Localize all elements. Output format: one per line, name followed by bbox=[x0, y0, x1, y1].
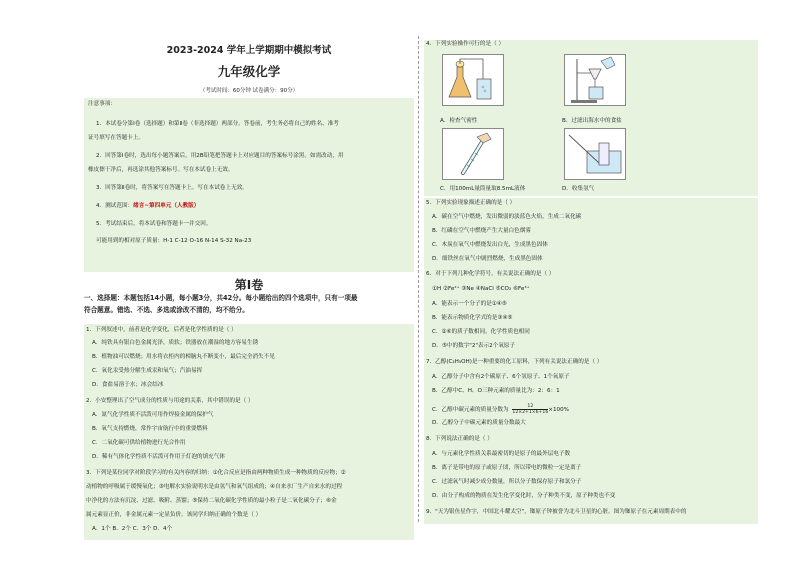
notice-box bbox=[84, 98, 414, 272]
question-8-option: D．由分子构成的物质在发生化学变化时，分子种类不变，原子种类也不变 bbox=[432, 493, 616, 499]
question-8-option: A．与元素化学性质关系最密切的是原子的最外层电子数 bbox=[432, 451, 571, 457]
question-6-option: D．⑤中的数字"2"表示2个氧原子 bbox=[432, 343, 516, 349]
notice-item: 3．回答第Ⅱ卷时，将答案写在答题卡上。写在本试卷上无效。 bbox=[96, 185, 248, 191]
exam-subject: 九年级化学 bbox=[217, 64, 281, 79]
question-3-line: 属元素显正价，非金属元素一定显负价。该同学归纳正确的个数是（ ） bbox=[86, 512, 262, 518]
question-6-option: C．②⑥的质子数相同，化学性质也相同 bbox=[432, 329, 530, 335]
notice-item: 证号填写在答题卡上。 bbox=[88, 135, 144, 141]
notice-label: 注意事项： bbox=[88, 101, 116, 107]
question-6: 6．对于下列几种化学符号，有关说法正确的是（ ） bbox=[426, 271, 555, 277]
notice-item: 橡皮擦干净后，再选涂其他答案标号。写在本试卷上无效。 bbox=[88, 167, 234, 173]
question-6-symbols: ①H ②Fe²⁺ ③Ne ④NaCl ⑤CO₂ ⑥Fe³⁺ bbox=[432, 286, 530, 292]
notice-item: 2．回答第Ⅰ卷时，选出每小题答案后，用2B铅笔把答题卡上对应题目的答案标号涂黑。如需改动，用 bbox=[96, 153, 344, 159]
question-6-option: B．能表示物质化学式的是③④⑤ bbox=[432, 315, 513, 321]
question-4-option-d: D．收集氢气 bbox=[562, 186, 595, 192]
question-option: C．氧化汞受热分解生成汞和氧气；汽油易挥 bbox=[92, 368, 203, 374]
left-column bbox=[84, 40, 414, 532]
question-2: 2．小安整理出了空气成分的性质与用途的关系，其中错误的是（ ） bbox=[86, 398, 254, 404]
section-intro: 一、选择题：本题包括14小题，每小题3分，共42分。每小题给出的四个选项中，只有一项最 符合题意。错选、不选、多选或涂改不清的，均不给分。 bbox=[84, 294, 358, 314]
question-4-option-a: A．检查气密性 bbox=[440, 118, 478, 124]
question-1: 1．下列叙述中，前者是化学变化，后者是化学性质的是（ ） bbox=[86, 327, 237, 333]
right-questions-box bbox=[424, 198, 758, 524]
column-divider bbox=[418, 36, 419, 522]
question-4-option-b: B．过滤出海水中的食盐 bbox=[562, 118, 622, 124]
apparatus-cylinder-figure bbox=[442, 128, 504, 180]
question-3: 3．下列是某位同学对阶段学习的有关内容的归纳：①化合反应是指由两种物质生成一种物质的反应物；② bbox=[86, 470, 346, 476]
question-5: 5．下列实验现象描述正确的是（ ） bbox=[426, 200, 516, 206]
atomic-mass-line: 可能用到的相对原子质量：H-1 C-12 O-16 N-14 S-32 Na-23 bbox=[96, 238, 252, 244]
question-7-option-c: C．乙醇中碳元素的质量分数为 $\frac{12}{12\times 2+1\times 6+16}$ ×100% bbox=[432, 404, 569, 415]
question-6-option: A．能表示一个分子的是①④⑤ bbox=[432, 301, 507, 307]
left-questions-box bbox=[84, 324, 414, 540]
apparatus-filtration-figure bbox=[564, 54, 626, 106]
question-7-option: B．乙醇中C、H、O三种元素的质量比为：2：6：1 bbox=[432, 388, 560, 394]
question-9: 9．"天为银鱼星作字，中国北斗耀太空"，铷原子钟被誉为北斗卫星的心脏。图为铷原子在元素周期表中的 bbox=[426, 509, 687, 515]
apparatus-gas-collection-figure bbox=[564, 128, 626, 180]
notice-item: 4．测试范围：绪言~第四单元（人教版） bbox=[96, 203, 200, 209]
question-8-option: B．离子是带电的原子或原子团，所以带电的微粒一定是离子 bbox=[432, 465, 582, 471]
question-4-box bbox=[424, 40, 758, 196]
question-3-options: A．1个 B．2个 C．3个 D．4个 bbox=[92, 526, 173, 532]
question-7-option: A．乙醇分子中含有2个碳原子、6个氢原子、1个氧原子 bbox=[432, 374, 570, 380]
question-5-option: D．细铁丝在氧气中剧烈燃烧，生成黑色固体 bbox=[432, 256, 543, 262]
question-7-option: D．乙醇分子中碳元素的质量分数最大 bbox=[432, 420, 526, 426]
apparatus-airtightness-figure bbox=[442, 54, 504, 106]
question-option: B．氧气支持燃烧，常作宇宙航行中的重要燃料 bbox=[92, 426, 208, 432]
question-option: A．氮气化学性质不活泼可用作焊接金属的保护气 bbox=[92, 412, 214, 418]
notice-item: 5．考试结束后，将本试卷和答题卡一并交回。 bbox=[96, 221, 212, 227]
question-option: B．植物油可以燃烧；用水将衣柜内的樟脑丸不断变小，最后完全消失不见 bbox=[92, 354, 275, 360]
mass-fraction-formula: $\frac{12}{12\times 2+1\times 6+16}$ bbox=[512, 404, 549, 415]
section-title: 第Ⅰ卷 bbox=[234, 278, 264, 292]
question-8-option: C．过滤氧气时减少成分数量，所以分子数保存原子和氯分子 bbox=[432, 479, 582, 485]
exam-title: 2023-2024 学年上学期期中模拟考试 bbox=[166, 45, 332, 56]
question-8: 8．下列说法正确的是（ ） bbox=[426, 436, 493, 442]
question-option: D．食盐易溶于水；冰会结冰 bbox=[92, 382, 164, 388]
question-3-line: 中净化的方法有沉淀、过滤、吸附、蒸馏；⑤保持二氧化碳化学性质的最小粒子是二氧化碳分子；⑥金 bbox=[86, 498, 337, 504]
notice-item: 1．本试卷分第Ⅰ卷（选择题）和第Ⅱ卷（非选择题）两部分。答卷前，考生务必将自己的姓名、准考 bbox=[96, 121, 339, 127]
question-5-option: C．木炭在氧气中燃烧发出白光，生成黑色固体 bbox=[432, 242, 548, 248]
exam-info: （考试时间：60分钟 试卷满分：90分） bbox=[199, 88, 299, 94]
question-4: 4．下列实验操作可行的是（ ） bbox=[426, 41, 505, 47]
question-7: 7．乙醇(C₂H₅OH)是一种重要的化工原料，下列有关说法正确的是（ ） bbox=[426, 359, 603, 365]
question-option: A．纯铁具有银白色金属光泽，质软；铁器放在潮湿的地方容易生锈 bbox=[92, 340, 259, 346]
question-option: C．二氧化碳可供给植物进行光合作用 bbox=[92, 440, 186, 446]
question-5-option: A．碳在空气中燃烧，发出微弱的淡蓝色火焰，生成二氧化碳 bbox=[432, 214, 582, 220]
question-option: D．稀有气体化学性质不活泼可作用于灯泡的填充气体 bbox=[92, 454, 225, 460]
question-5-option: B．红磷在空气中燃烧产生大量白色烟雾 bbox=[432, 228, 531, 234]
test-scope: 绪言~第四单元（人教版） bbox=[133, 203, 200, 209]
question-3-line: 动植物的呼吸属于缓慢氧化；③电解水实验说明水是由氢气和氧气组成的；④自来水厂生产自来水的过程 bbox=[86, 484, 343, 490]
question-4-option-c: C．用100mL量筒量取8.5mL液体 bbox=[440, 186, 526, 192]
